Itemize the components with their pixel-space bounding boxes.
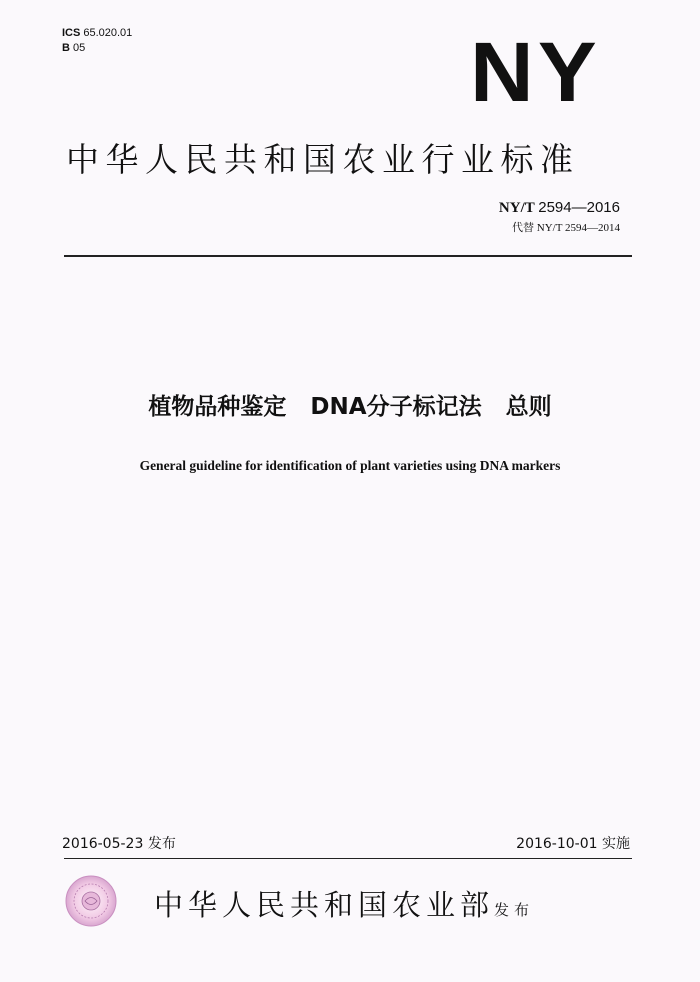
issue-date-line [62, 834, 176, 854]
ics-label: ICS [62, 27, 81, 39]
ccs-label: B [62, 42, 70, 54]
publisher-name: 中华人民共和国农业部 [154, 888, 495, 922]
ny-logo: NY [470, 25, 601, 119]
effective-date: 2016-10-01 [516, 836, 598, 852]
top-divider [64, 255, 632, 257]
standard-code [499, 198, 620, 218]
publisher-suffix: 发布 [494, 901, 535, 919]
replaces-code: 代替 NY/T 2594—2014 [512, 222, 620, 234]
ccs-number: 05 [72, 42, 86, 54]
ics-number: 65.020.01 [83, 27, 133, 39]
issue-date: 2016-05-23 [62, 836, 144, 852]
standard-code-block [499, 198, 620, 236]
code-number: 2594—2016 [538, 199, 620, 216]
chinese-title: 植物品种鉴定 DNA分子标记法 总则 [148, 394, 552, 420]
english-title: General guideline for identification of plant varieties using DNA markers [139, 458, 561, 473]
effective-label: 实施 [602, 836, 630, 852]
ministry-seal-icon [64, 874, 118, 928]
bottom-divider [64, 858, 632, 859]
issue-label: 发布 [147, 836, 176, 852]
classification-codes [62, 26, 132, 56]
ccs-line [62, 41, 132, 56]
ics-line [62, 26, 132, 41]
standard-type-title: 中华人民共和国农业行业标准 [66, 140, 580, 179]
effective-date-line [516, 834, 630, 854]
code-prefix: NY/T [498, 200, 535, 216]
